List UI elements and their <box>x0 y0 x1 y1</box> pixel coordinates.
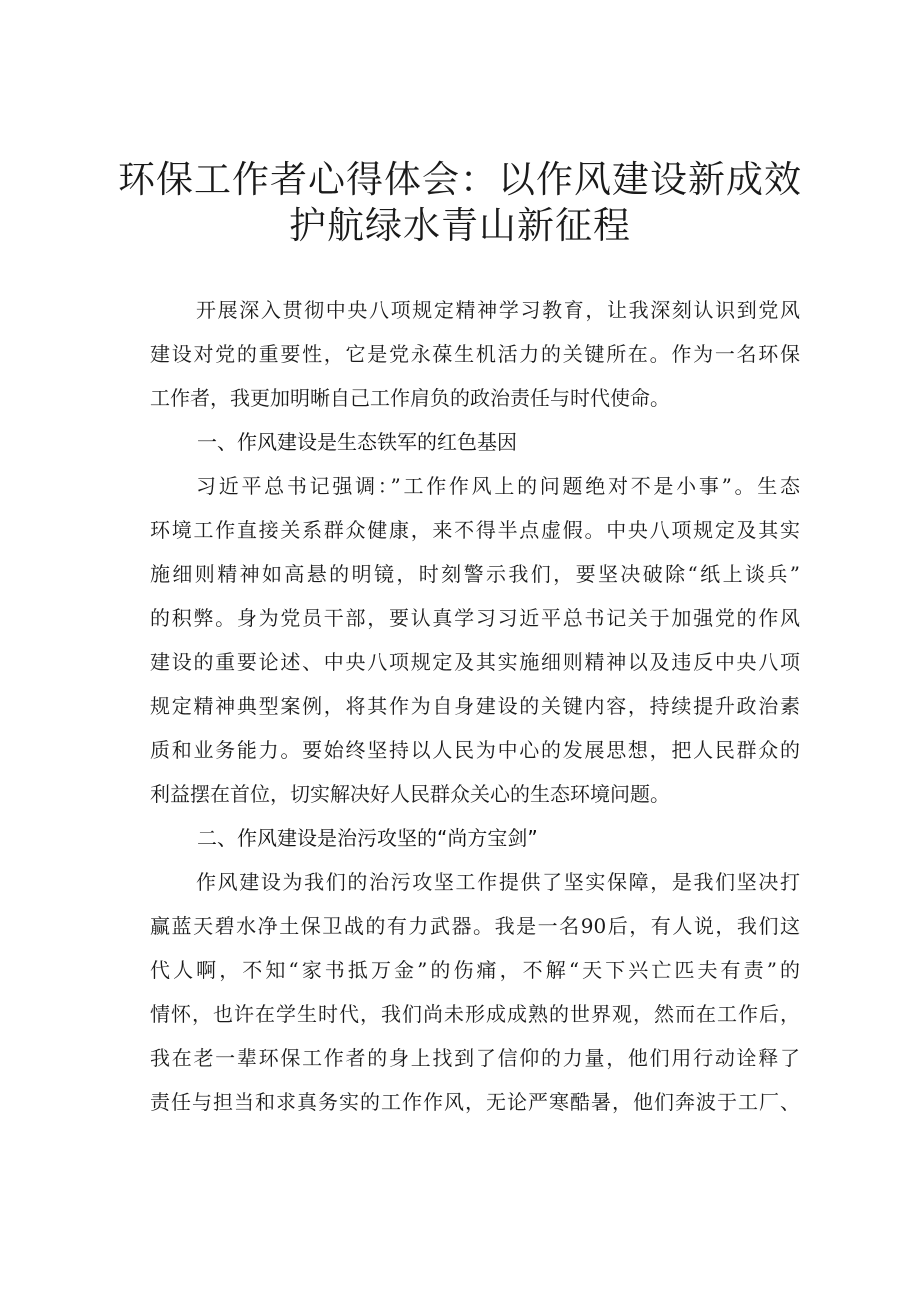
section-1-line: 施细则精神如高悬的明镜，时刻警示我们，要坚决破除“纸上谈兵” <box>150 562 800 586</box>
section-2-line: 我在老一辈环保工作者的身上找到了信仰的力量，他们用行动诠释了 <box>150 1046 800 1070</box>
section-1-line: 环境工作直接关系群众健康，来不得半点虚假。中央八项规定及其实 <box>150 518 800 542</box>
section-1-line: 建设的重要论述、中央八项规定及其实施细则精神以及违反中央八项 <box>150 650 800 674</box>
section-2-line: 赢蓝天碧水净土保卫战的有力武器。我是一名90后，有人说，我们这 <box>150 914 800 938</box>
intro-line: 工作者，我更加明晰自己工作肩负的政治责任与时代使命。 <box>150 386 670 410</box>
intro-line: 建设对党的重要性，它是党永葆生机活力的关键所在。作为一名环保 <box>150 342 800 366</box>
section-2-line: 责任与担当和求真务实的工作作风，无论严寒酷暑，他们奔波于工厂、 <box>150 1090 800 1114</box>
section-2-line: 作风建设为我们的治污攻坚工作提供了坚实保障，是我们坚决打 <box>196 870 800 894</box>
intro-line: 开展深入贯彻中央八项规定精神学习教育，让我深刻认识到党风 <box>196 298 800 322</box>
section-1-line: 质和业务能力。要始终坚持以人民为中心的发展思想，把人民群众的 <box>150 738 800 762</box>
section-1-line: 的积弊。身为党员干部，要认真学习习近平总书记关于加强党的作风 <box>150 606 800 630</box>
document-title-line-2: 护航绿水青山新征程 <box>289 204 631 247</box>
section-2-line: 情怀，也许在学生时代，我们尚未形成成熟的世界观，然而在工作后， <box>150 1002 800 1026</box>
section-1-line: 规定精神典型案例，将其作为自身建设的关键内容，持续提升政治素 <box>150 694 800 718</box>
section-1-line: 利益摆在首位，切实解决好人民群众关心的生态环境问题。 <box>150 782 670 806</box>
section-2-line: 代人啊，不知“家书抵万金”的伤痛，不解“天下兴亡匹夫有责”的 <box>150 958 800 982</box>
section-1-line: 习近平总书记强调：”工作作风上的问题绝对不是小事”。生态 <box>196 474 800 498</box>
section-1-heading: 一、作风建设是生态铁军的红色基因 <box>197 430 517 454</box>
section-2-heading: 二、作风建设是治污攻坚的“尚方宝剑” <box>197 826 538 850</box>
document-title-line-1: 环保工作者心得体会：以作风建设新成效 <box>118 158 802 201</box>
